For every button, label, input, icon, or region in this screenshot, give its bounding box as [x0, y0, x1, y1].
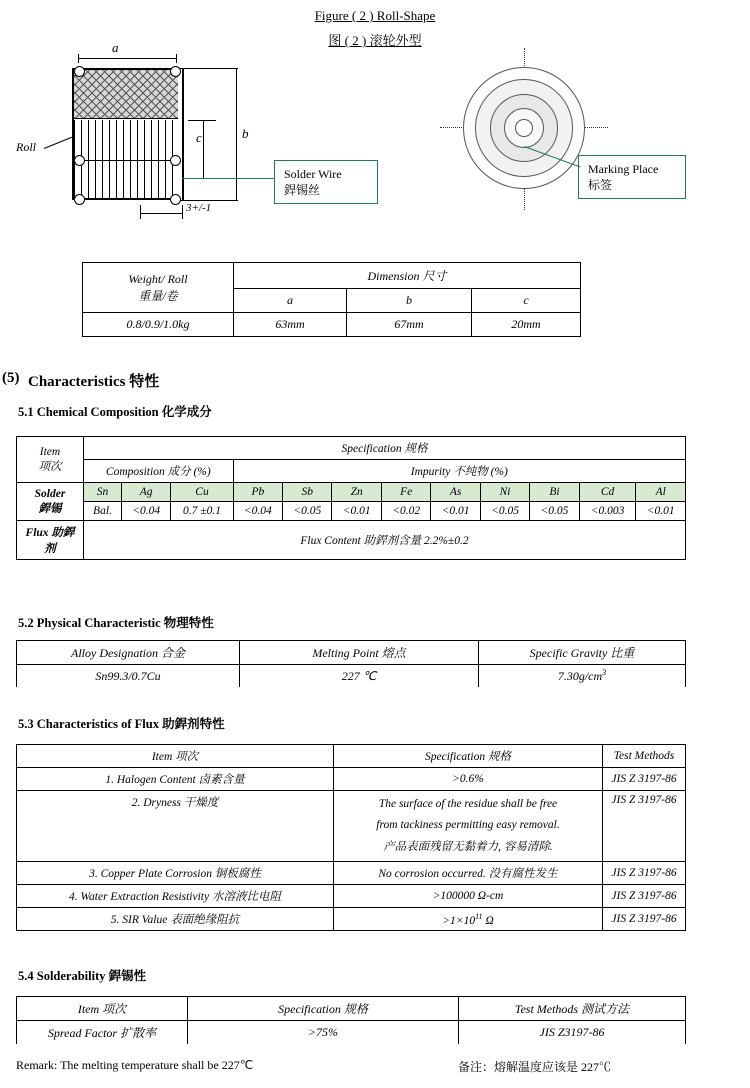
dim-header-weight	[83, 263, 234, 313]
pc-value-gravity-sup: 3	[602, 668, 607, 677]
fc-method-3: JIS Z 3197-86	[603, 862, 686, 885]
dim-value-b: 67mm	[347, 313, 472, 337]
cc-element-sn: Sn	[84, 483, 122, 502]
fc-item-1: 1. Halogen Content 卤素含量	[17, 768, 334, 791]
roll-circle-hub	[515, 119, 533, 137]
dimension-a-tick-left	[78, 54, 79, 63]
spool-core-line	[74, 160, 178, 161]
pc-header-gravity: Specific Gravity 比重	[479, 641, 686, 665]
section-number: (5)	[2, 370, 20, 386]
heading-5-4: 5.4 Solderability 銲锡性	[18, 969, 147, 983]
pc-header-melting: Melting Point 熔点	[240, 641, 479, 665]
pc-value-alloy: Sn99.3/0.7Cu	[17, 665, 240, 688]
cc-element-sb: Sb	[283, 483, 332, 502]
fc-spec-4: >100000 Ω-cm	[334, 885, 603, 908]
cc-element-bi: Bi	[530, 483, 579, 502]
pc-value-gravity: $7.30g/cm^3$	[479, 665, 686, 688]
width-note-tick-left	[140, 205, 141, 219]
cc-value-sb: <0.05	[283, 502, 332, 521]
fc-spec-5-exponent: 11	[475, 911, 483, 921]
dimension-a-label: a	[112, 40, 119, 55]
fc-item-3: 3. Copper Plate Corrosion 铜板腐性	[17, 862, 334, 885]
table-row	[17, 521, 686, 560]
table-row	[17, 791, 686, 862]
chemical-composition-table	[16, 436, 686, 560]
fc-spec-5-base: >1×10	[442, 914, 476, 927]
table-row	[17, 745, 686, 768]
dim-header-weight-cn: 重量/卷	[138, 288, 178, 303]
dim-value-c: 20mm	[472, 313, 581, 337]
cc-flux-label: Flux 助銲剂	[17, 521, 84, 560]
fc-item-2: 2. Dryness 干燥度	[17, 791, 334, 862]
cc-element-ni: Ni	[480, 483, 529, 502]
cc-flux-value: Flux Content 助銲剂含量 2.2%±0.2	[84, 521, 686, 560]
sd-value-spec: >75%	[188, 1021, 459, 1045]
cc-value-al: <0.01	[636, 502, 686, 521]
solderability-table	[16, 996, 686, 1044]
width-note-line	[140, 213, 182, 214]
fc-spec-2	[334, 791, 603, 862]
fc-spec-2-line1: The surface of the residue shall be free	[378, 798, 558, 810]
callout-solder-wire-en: Solder Wire	[284, 167, 342, 181]
width-note-tick-right	[182, 205, 183, 219]
table-row	[17, 483, 686, 502]
cc-value-bi: <0.05	[530, 502, 579, 521]
cc-element-cu: Cu	[171, 483, 233, 502]
remark-cn: 备注：熔解温度应该是 227℃	[458, 1060, 612, 1074]
fc-spec-2-line2: from tackiness permitting easy removal.	[376, 819, 560, 832]
cc-solder-label	[17, 483, 84, 521]
dimension-table	[82, 262, 581, 337]
sd-header-item: Item 项次	[17, 997, 188, 1021]
cc-impurity-header: Impurity 不纯物 (%)	[233, 460, 685, 483]
remark-en: Remark: The melting temperature shall be 227℃	[16, 1058, 254, 1072]
dim-col-a: a	[234, 289, 347, 313]
cc-value-pb: <0.04	[233, 502, 282, 521]
table-row	[17, 908, 686, 931]
cc-solder-label-en: Solder	[34, 487, 66, 500]
dim-header-dimension: Dimension 尺寸	[234, 263, 581, 289]
cc-item-header-en: Item	[39, 445, 61, 458]
dimension-b-line	[236, 68, 237, 200]
table-row	[17, 768, 686, 791]
table-row	[17, 502, 686, 521]
dimension-a-line	[78, 58, 176, 59]
figure-title-en: Figure ( 2 ) Roll-Shape	[314, 8, 436, 23]
fc-spec-1: >0.6%	[334, 768, 603, 791]
roll-cross-section	[462, 66, 586, 190]
cc-value-ag: <0.04	[121, 502, 170, 521]
fc-method-4: JIS Z 3197-86	[603, 885, 686, 908]
spool-eyelet-mid-left	[74, 155, 85, 166]
callout-solder-wire-cn: 銲锡丝	[284, 183, 321, 198]
cc-value-sn: Bal.	[84, 502, 122, 521]
cc-value-as: <0.01	[431, 502, 480, 521]
spool-bottom-edge	[72, 198, 180, 200]
callout-marking-place-cn: 标签	[588, 178, 613, 193]
roll-leader-line	[44, 137, 72, 149]
pc-value-melting: 227 ℃	[240, 665, 479, 688]
cc-value-fe: <0.02	[381, 502, 430, 521]
dim-col-c: c	[472, 289, 581, 313]
dimension-c-line	[203, 120, 204, 178]
table-row	[17, 885, 686, 908]
fc-item-5: 5. SIR Value 表面绝缘阻抗	[17, 908, 334, 931]
table-row	[17, 460, 686, 483]
sd-header-method: Test Methods 测试方法	[459, 997, 686, 1021]
cc-element-cd: Cd	[579, 483, 636, 502]
cc-spec-header: Specification 规格	[84, 437, 686, 460]
callout-marking-place	[578, 155, 686, 199]
heading-5-1: 5.1 Chemical Composition 化学成分	[18, 405, 212, 419]
cc-value-cd: <0.003	[579, 502, 636, 521]
table-row	[83, 313, 581, 337]
page-title: Characteristics 特性	[28, 374, 160, 390]
dimension-c-guide-top	[188, 120, 216, 121]
sd-header-spec: Specification 规格	[188, 997, 459, 1021]
spool-winding-lines	[74, 120, 178, 198]
fc-item-4: 4. Water Extraction Resistivity 水溶液比电阻	[17, 885, 334, 908]
spool-eyelet-mid-right	[170, 155, 181, 166]
fc-header-spec: Specification 规格	[334, 745, 603, 768]
cc-value-cu: 0.7 ±0.1	[171, 502, 233, 521]
dimension-a-tick-right	[176, 54, 177, 63]
spool-hatch-region	[74, 70, 178, 119]
dim-value-weight: 0.8/0.9/1.0kg	[83, 313, 234, 337]
cc-composition-header: Composition 成分 (%)	[84, 460, 234, 483]
dim-col-b: b	[347, 289, 472, 313]
cc-element-pb: Pb	[233, 483, 282, 502]
dim-header-weight-en: Weight/ Roll	[128, 271, 188, 286]
physical-characteristic-table	[16, 640, 686, 687]
table-row	[17, 641, 686, 665]
figure-title	[0, 8, 750, 24]
spool-eyelet-bottom-left	[74, 194, 85, 205]
pc-header-alloy: Alloy Designation 合金	[17, 641, 240, 665]
dimension-b-label: b	[242, 126, 249, 141]
roll-label: Roll	[16, 140, 36, 154]
flux-characteristics-table	[16, 744, 686, 931]
sd-value-item: Spread Factor 扩散率	[17, 1021, 188, 1045]
table-row	[17, 665, 686, 688]
dimension-b-guide-top	[180, 68, 238, 69]
heading-5-2: 5.2 Physical Characteristic 物理特性	[18, 616, 214, 630]
cc-solder-label-cn: 銲锡	[38, 502, 62, 515]
cc-element-ag: Ag	[121, 483, 170, 502]
cc-element-as: As	[431, 483, 480, 502]
cc-value-zn: <0.01	[332, 502, 381, 521]
table-row	[17, 862, 686, 885]
table-row	[83, 263, 581, 289]
cc-value-ni: <0.05	[480, 502, 529, 521]
callout-marking-place-en: Marking Place	[588, 162, 659, 176]
width-note-label: 3+/-1	[186, 202, 212, 214]
fc-header-item: Item 项次	[17, 745, 334, 768]
dimension-b-guide-bottom	[180, 200, 238, 201]
cc-item-header-cn: 项次	[38, 460, 62, 473]
fc-spec-5	[334, 908, 603, 931]
fc-spec-3: No corrosion occurred. 没有腐性发生	[334, 862, 603, 885]
spool-eyelet-top-left	[74, 66, 85, 77]
cc-element-al: Al	[636, 483, 686, 502]
figure-title-cn: 图 ( 2 ) 滚轮外型	[328, 33, 422, 48]
fc-method-5: JIS Z 3197-86	[603, 908, 686, 931]
fc-spec-2-line3: 产品表面残留无黏着力, 容易清除.	[383, 840, 553, 853]
heading-5-3: 5.3 Characteristics of Flux 助銲剂特性	[18, 717, 225, 731]
cc-item-header	[17, 437, 84, 483]
table-row	[17, 997, 686, 1021]
fc-method-2: JIS Z 3197-86	[603, 791, 686, 862]
table-row	[17, 1021, 686, 1045]
fc-method-1: JIS Z 3197-86	[603, 768, 686, 791]
fc-spec-5-tail: Ω	[482, 914, 494, 927]
dimension-c-label: c	[196, 130, 202, 145]
fc-header-method: Test Methods	[603, 745, 686, 768]
cc-element-zn: Zn	[332, 483, 381, 502]
table-row	[17, 437, 686, 460]
cc-element-fe: Fe	[381, 483, 430, 502]
callout-solder-leader	[182, 178, 274, 179]
dim-value-a: 63mm	[234, 313, 347, 337]
sd-value-method: JIS Z3197-86	[459, 1021, 686, 1045]
callout-solder-wire	[274, 160, 378, 204]
